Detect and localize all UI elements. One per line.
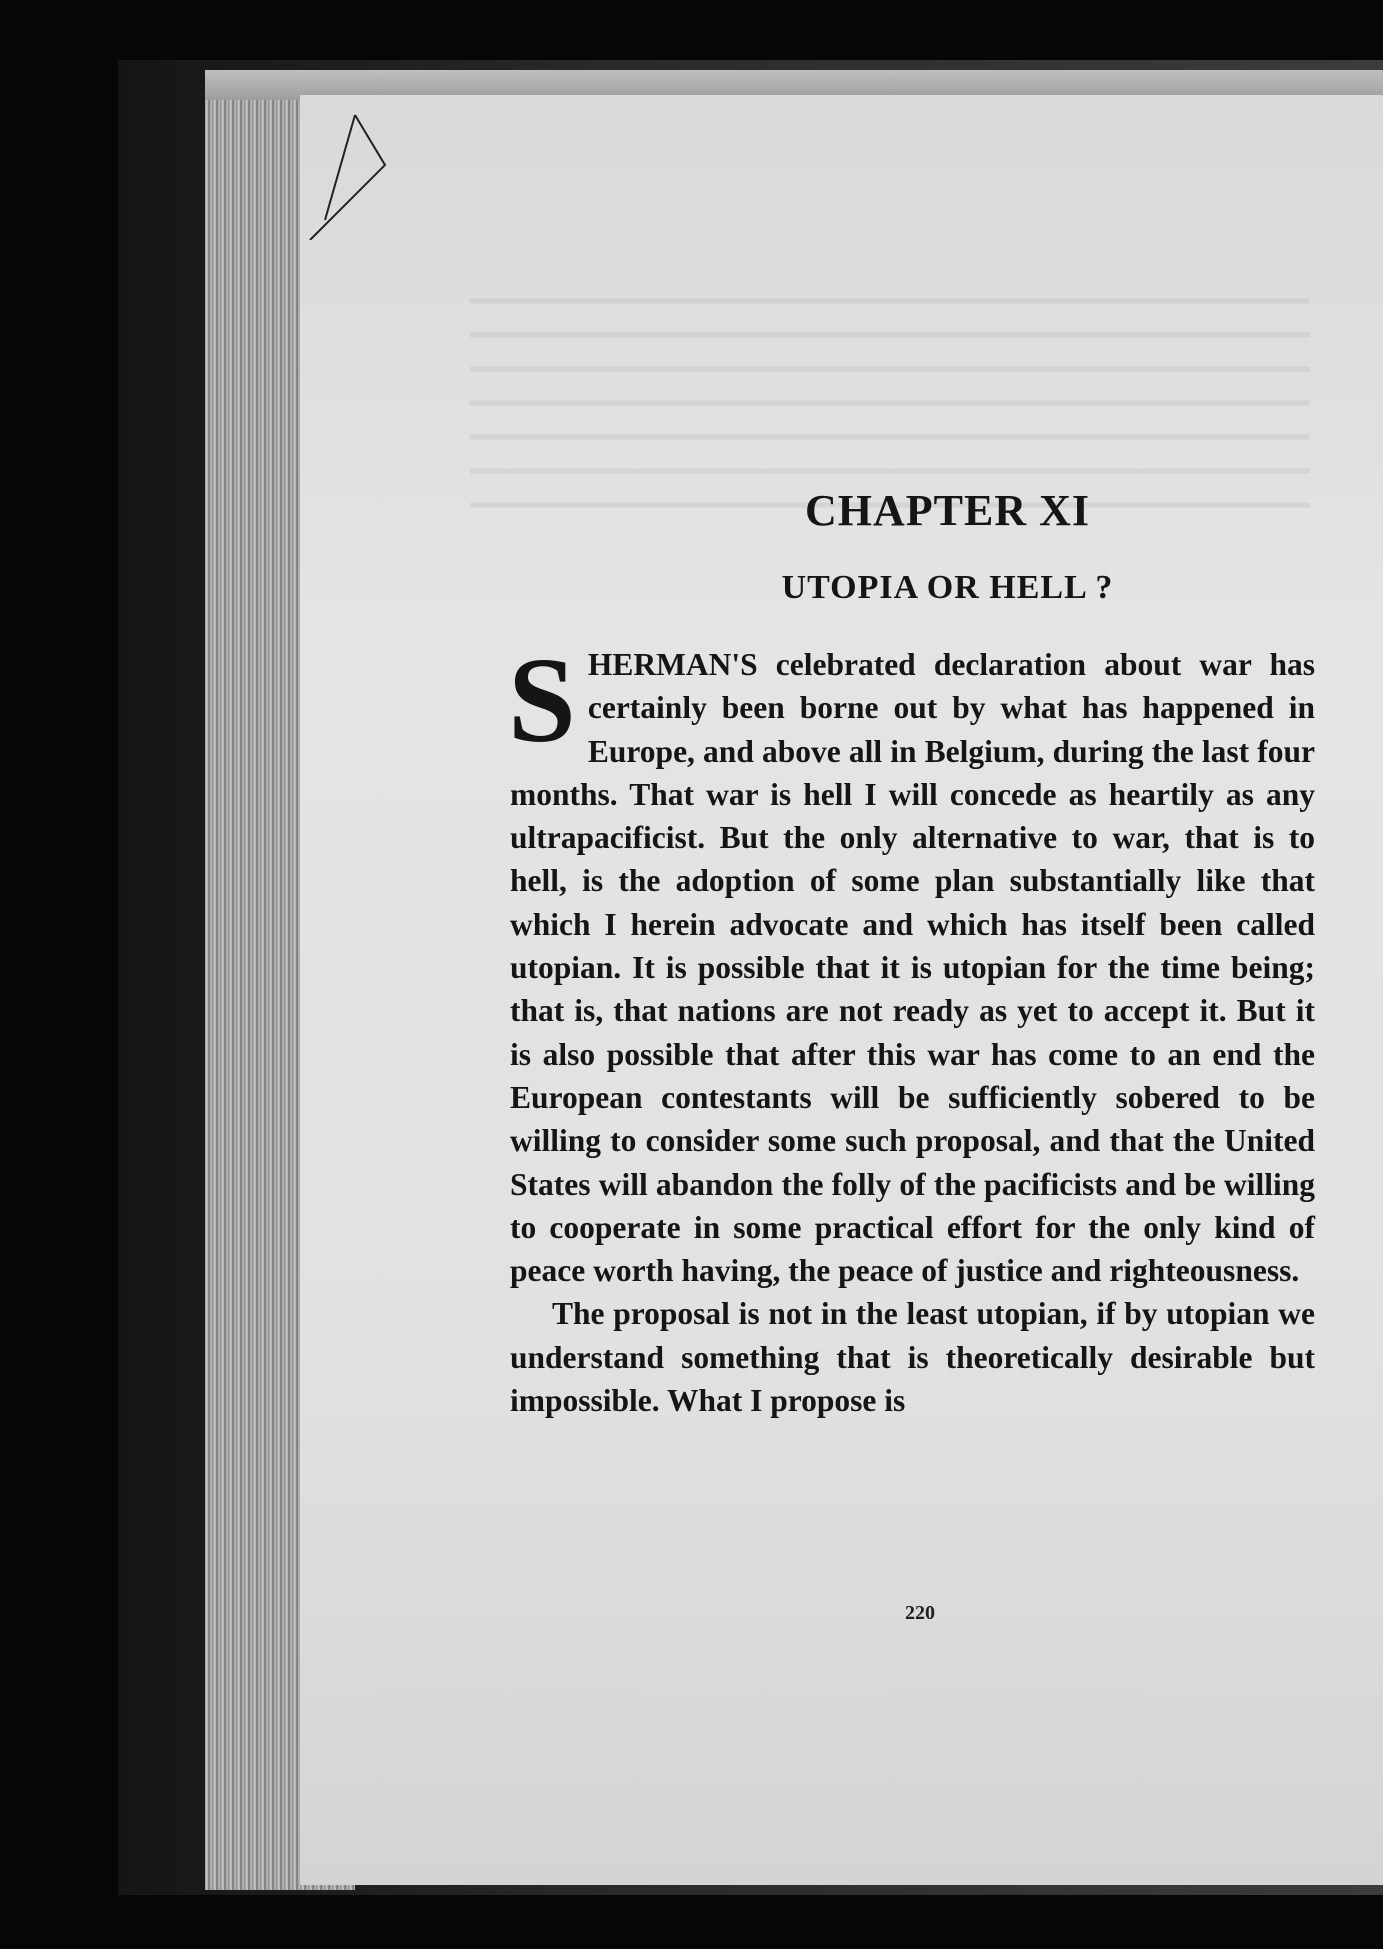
drop-cap: S [508,633,576,768]
page-text [510,485,1315,1422]
chapter-subtitle: UTOPIA OR HELL ? [781,569,1114,606]
folded-corner-mark [300,110,390,240]
paragraph-2: The proposal is not in the least utopian, if by utopian we understand something that is theoretically desirable but impossible. What I propose is [510,1296,1315,1419]
page-number: 220 [905,1602,935,1624]
paragraph-1-text: HERMAN'S celebrated declaration about war has certainly been borne out by what has happened in Europe, and above all in Belgium, during the last four months. That war is hell I will concede as heartily as any ultrapacificist. But the only alternative to war, that is to hell, is the adoption of some plan substantially like that which I herein advocate and which has itself been called utopian. It is possible that it is utopian for the time being; that is, that nations are not ready as yet to accept it. But it is also possible that after this war has come to an end the European contestants will be sufficiently sobered to be willing to consider some such proposal, and that the United States will abandon the folly of the pacificists and be willing to cooperate in some practical effort for the only kind of peace worth having, the peace of justice and righteousness. [510,647,1315,1289]
paragraph-1 [508,633,1315,1292]
chapter-title: CHAPTER XI [804,486,1091,535]
